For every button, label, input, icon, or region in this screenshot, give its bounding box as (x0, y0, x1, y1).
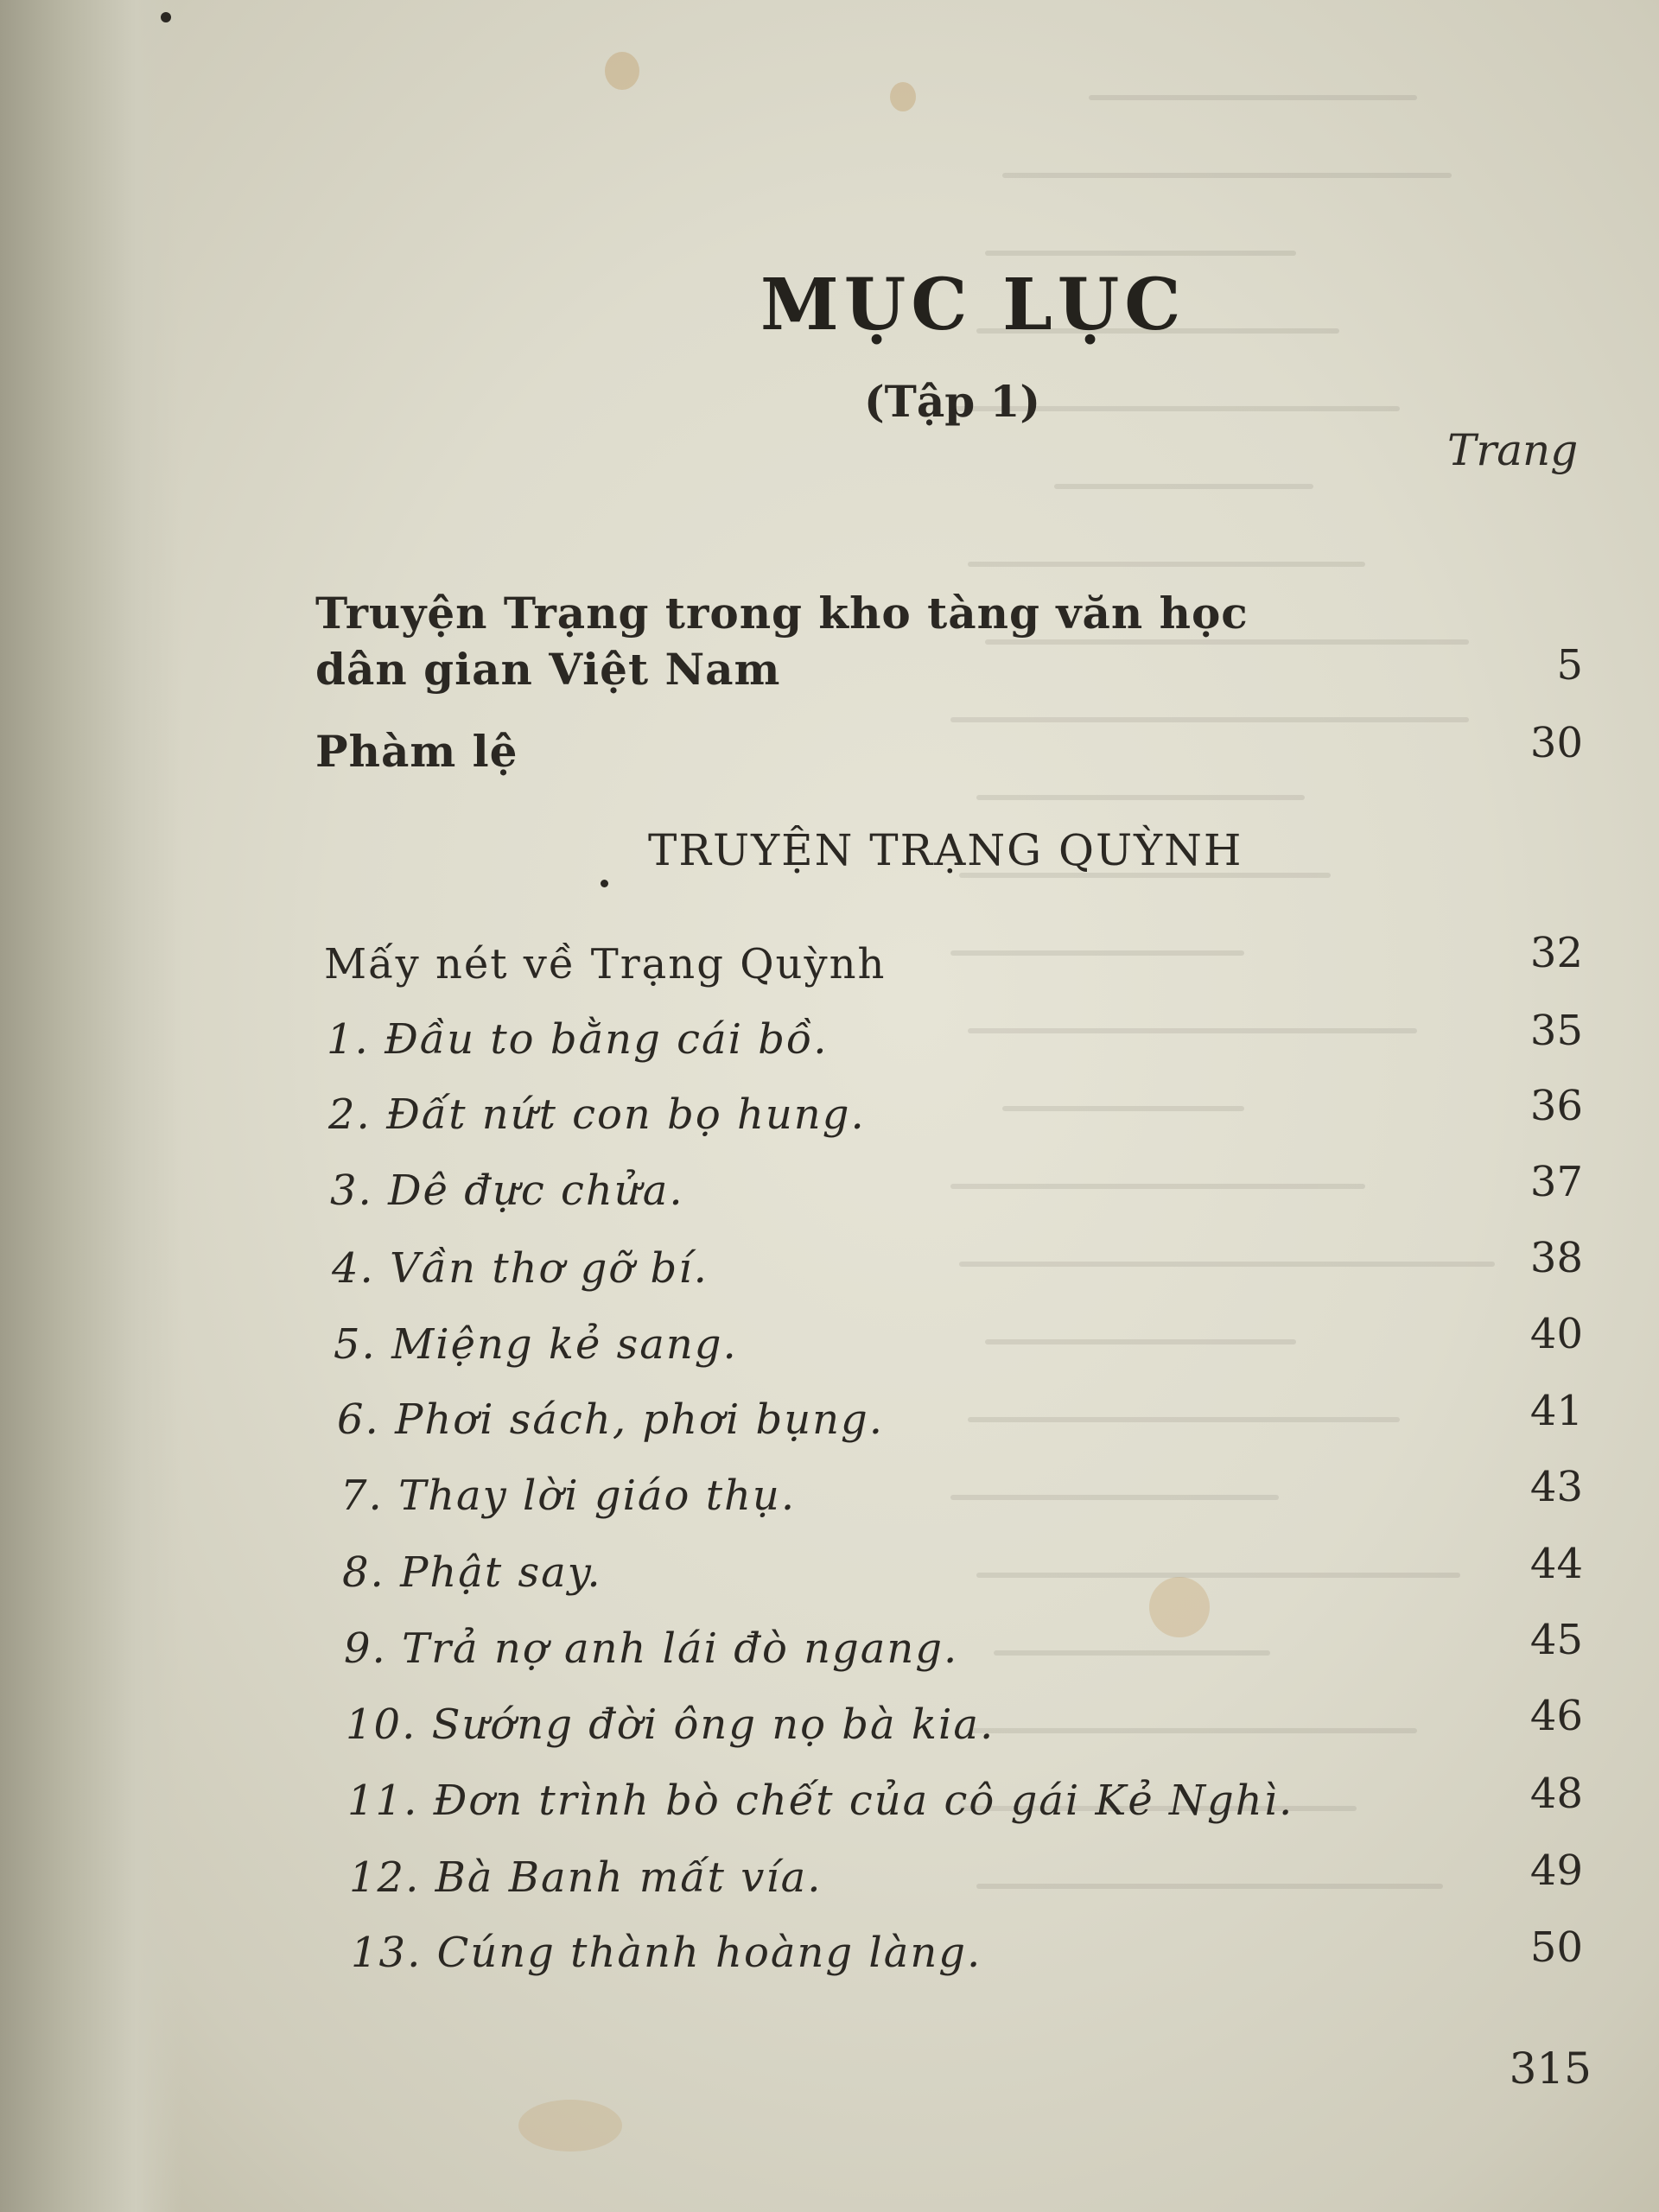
toc-entry-title: Phơi sách, phơi bụng. (395, 1395, 885, 1444)
toc-entry-title: Mấy nét về Trạng Quỳnh (324, 940, 887, 988)
paper-stain (518, 2100, 622, 2152)
page-column-label: Trang (1447, 425, 1579, 475)
section-heading: TRUYỆN TRẠNG QUỲNH (648, 825, 1243, 875)
toc-entry-title: Bà Banh mất vía. (435, 1853, 823, 1902)
toc-entry (351, 1929, 982, 1977)
toc-entry (342, 1548, 602, 1597)
toc-entry (344, 1624, 958, 1673)
paper-stain (890, 82, 916, 111)
toc-entry-page: 43 (1529, 1463, 1583, 1511)
toc-entry-number: 9. (344, 1624, 387, 1673)
ink-speck (601, 880, 608, 887)
toc-entry-page: 36 (1529, 1082, 1583, 1130)
paper-stain (1149, 1577, 1210, 1637)
toc-entry-page: 35 (1529, 1007, 1583, 1055)
toc-entry-title: Đơn trình bò chết của cô gái Kẻ Nghì. (433, 1777, 1294, 1825)
toc-entry-title: Miệng kẻ sang. (391, 1320, 738, 1369)
toc-entry-number: 2. (328, 1090, 372, 1139)
toc-entry-title: Dê đực chửa. (388, 1166, 684, 1215)
toc-entry-number: 7. (340, 1471, 384, 1520)
toc-entry-title: Trả nợ anh lái đò ngang. (402, 1624, 959, 1673)
paper-stain (605, 52, 639, 90)
toc-entry-number: 4. (332, 1244, 375, 1293)
volume-subtitle: (Tập 1) (864, 376, 1041, 427)
front-matter-title: Truyện Trạng trong kho tàng văn học (315, 588, 1249, 639)
toc-entry-page: 48 (1529, 1770, 1583, 1818)
toc-entry (334, 1320, 738, 1369)
toc-entry-page: 46 (1529, 1692, 1583, 1740)
toc-entry-number: 1. (327, 1015, 370, 1064)
toc-entry-page: 45 (1529, 1616, 1583, 1664)
page-number: 315 (1509, 2044, 1592, 2094)
toc-entry-number: 12. (349, 1853, 421, 1902)
toc-entry (332, 1244, 709, 1293)
front-matter-page: 30 (1529, 719, 1583, 767)
toc-entry (337, 1395, 884, 1444)
toc-entry-number: 10. (346, 1700, 417, 1749)
toc-entry-number: 5. (334, 1320, 377, 1369)
toc-entry (330, 1166, 684, 1215)
toc-entry (349, 1853, 823, 1902)
toc-entry-number: 3. (330, 1166, 373, 1215)
toc-entry-number: 8. (342, 1548, 385, 1597)
toc-entry-number: 13. (351, 1929, 423, 1977)
toc-entry-number: 11. (347, 1777, 419, 1825)
toc-entry-page: 32 (1529, 929, 1583, 977)
toc-entry (340, 1471, 796, 1520)
book-spine-shadow (0, 0, 181, 2212)
toc-entry (347, 1777, 1294, 1825)
ink-speck (161, 12, 171, 22)
toc-entry-page: 37 (1529, 1158, 1583, 1206)
toc-entry-page: 40 (1529, 1310, 1583, 1358)
toc-entry (346, 1700, 995, 1749)
toc-entry-number: 6. (337, 1395, 380, 1444)
toc-entry-title: Phật say. (400, 1548, 602, 1597)
toc-entry-title: Đất nứt con bọ hung. (386, 1090, 866, 1139)
front-matter-page: 5 (1556, 641, 1583, 690)
toc-entry-page: 41 (1529, 1387, 1583, 1435)
toc-entry-title: Đầu to bằng cái bồ. (385, 1015, 829, 1064)
front-matter-title: Phàm lệ (315, 726, 518, 777)
toc-entry-page: 38 (1529, 1234, 1583, 1282)
front-matter-title-cont: dân gian Việt Nam (315, 644, 781, 695)
toc-entry-title: Cúng thành hoàng làng. (436, 1929, 982, 1977)
toc-entry-title: Sướng đời ông nọ bà kia. (431, 1700, 995, 1749)
toc-entry-page: 44 (1529, 1540, 1583, 1588)
page-title: MỤC LỤC (760, 264, 1186, 346)
toc-entry (327, 1015, 829, 1064)
toc-entry-page: 50 (1529, 1923, 1583, 1972)
toc-entry-title: Vần thơ gỡ bí. (390, 1244, 709, 1293)
toc-entry-title: Thay lời giáo thụ. (398, 1471, 797, 1520)
toc-entry (328, 1090, 866, 1139)
toc-entry-page: 49 (1529, 1847, 1583, 1895)
